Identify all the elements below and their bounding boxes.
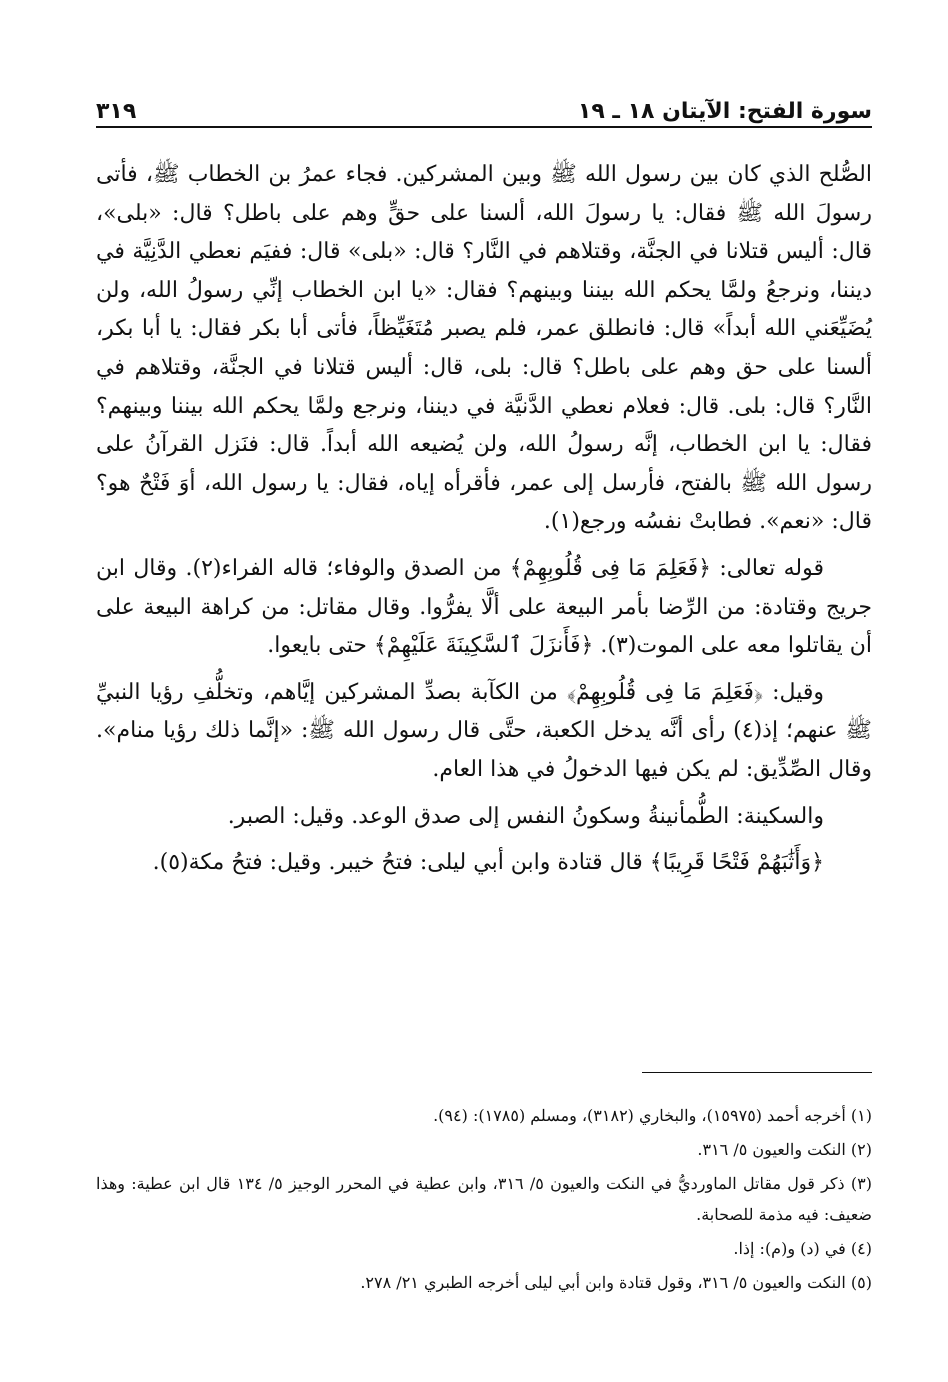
paragraph-hadith: الصُّلح الذي كان بين رسول الله ﷺ وبين المشركين. فجاء عمرُ بن الخطاب ﷺ، فأتى رسولَ الله ﷺ فقال: يا رسولَ الله، ألسنا على حقٍّ وهم على باطل؟ قال: «بلى»، قال: أليس قتلانا في الجنَّة، وقتلاهم في النَّار؟ قال: «بلى» قال: ففيَم نعطي الدَّنِيَّة في ديننا، ونرجعُ ولمَّا يحكم الله بيننا وبينهم؟ فقال: «يا ابن الخطاب إنِّي رسولُ الله، ولن يُضَيِّعَني الله أبداً» قال: فانطلق عمر، فلم يصبر مُتَغَيِّظاً، فأتى أبا بكر فقال: يا أبا بكر، ألسنا على حق وهم على باطل؟ قال: بلى، قال: أليس قتلانا في الجنَّة، وقتلاهم في النَّار؟ قال: بلى. قال: فعلام نعطي الدَّنيَّة في ديننا، ونرجع ولمَّا يحكم الله بيننا وبينهم؟ فقال: يا ابن الخطاب، إنَّه رسولُ الله، ولن يُضيعه الله أبداً. قال: فنَزل القرآنُ على رسول الله ﷺ بالفتح، فأرسل إلى عمر، فأقرأه إياه، فقال: يا رسول الله، أوَ فَتْحٌ هو؟ قال: «نعم». فطابتْ نفسُه ورجع(١). <box>96 162 872 535</box>
footnote-4: (٤) في (د) و(م): إذا. <box>733 1239 872 1258</box>
footnote-3: (٣) ذكر قول مقاتل الماورديُّ في النكت والعيون ٥/ ٣١٦، وابن عطية في المحرر الوجيز ٥/ ١٣٤ قال ابن عطية: وهذا ضعيف: فيه مذمة للصحابة. <box>96 1174 872 1224</box>
footnote-5: (٥) النكت والعيون ٥/ ٣١٦، وقول قتادة وابن أبي ليلى أخرجه الطبري ٢١/ ٢٧٨. <box>360 1273 872 1292</box>
page-number: ٣١٩ <box>96 99 137 124</box>
paragraph-tafsir-2: وقيل: ﴿فَعَلِمَ مَا فِى قُلُوبِهِمْ﴾ من الكآبة بصدِّ المشركين إيَّاهم، وتخلُّفِ رؤيا النبيِّ ﷺ عنهم؛ إذ(٤) رأى أنَّه يدخل الكعبة، حتَّى قال رسول الله ﷺ: «إنَّما ذلك رؤيا منام». وقال الصِّدِّيق: لم يكن فيها الدخولُ في هذا العام. <box>96 679 872 782</box>
paragraph-sakina: والسكينة: الطُّمأنينةُ وسكونُ النفس إلى صدق الوعد. وقيل: الصبر. <box>227 803 824 829</box>
paragraph-fath: ﴿وَأَثَٰبَهُمْ فَتْحًا قَرِيبًا﴾ قال قتادة وابن أبي ليلى: فتحُ خيبر. وقيل: فتحُ مكة(٥). <box>152 850 824 876</box>
surah-title: سورة الفتح: الآيتان ١٨ ـ ١٩ <box>577 99 872 124</box>
header-divider <box>96 126 872 128</box>
footnote-1: (١) أخرجه أحمد (١٥٩٧٥)، والبخاري (٣١٨٢)، ومسلم (١٧٨٥): (٩٤). <box>433 1106 872 1125</box>
footnote-divider <box>642 1072 872 1073</box>
footnotes <box>96 1100 872 1298</box>
page-header <box>96 84 872 124</box>
footnote-2: (٢) النكت والعيون ٥/ ٣١٦. <box>697 1140 872 1159</box>
main-text <box>96 156 872 883</box>
paragraph-tafsir-1: قوله تعالى: ﴿فَعَلِمَ مَا فِى قُلُوبِهِمْ﴾ من الصدق والوفاء؛ قاله الفراء(٢). وقال ابن جريج وقتادة: من الرِّضا بأمر البيعة على ألَّا يفرُّوا. وقال مقاتل: من كراهة البيعة على أن يقاتلوا معه على الموت(٣). ﴿فَأَنزَلَ ٱلسَّكِينَةَ عَلَيْهِمْ﴾ حتى بايعوا. <box>96 555 872 659</box>
